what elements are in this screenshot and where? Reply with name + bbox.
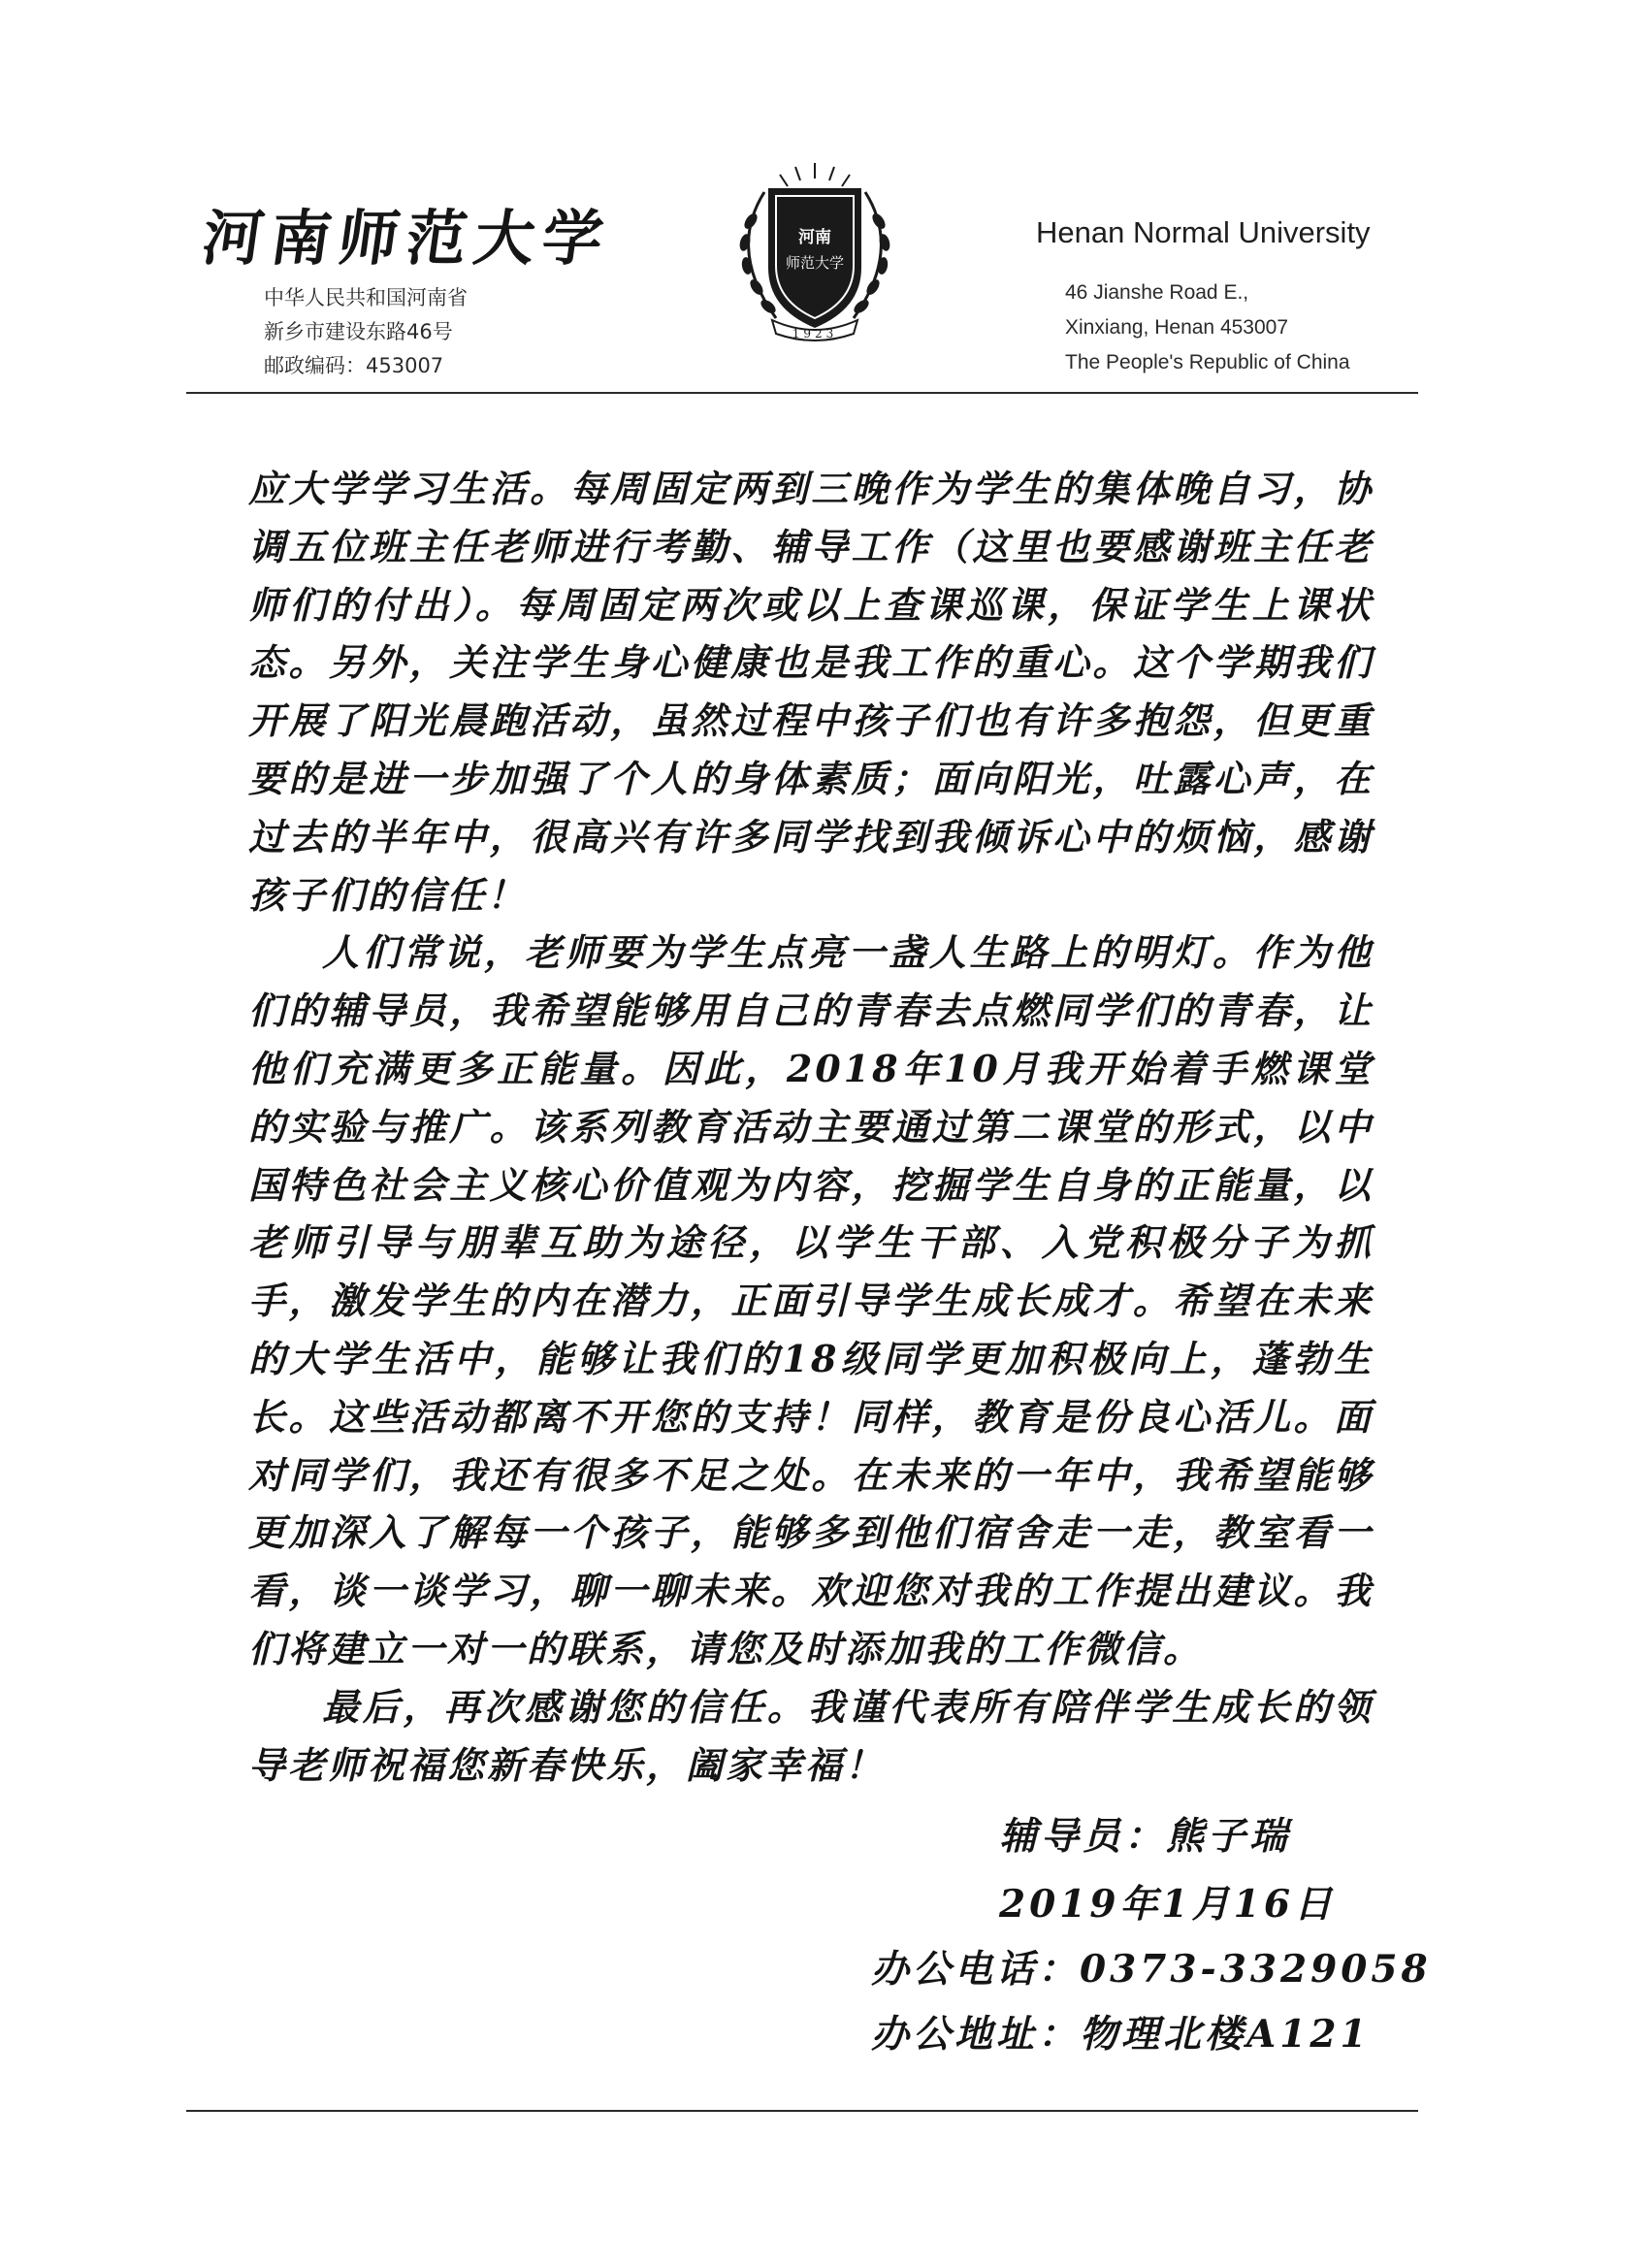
footer-divider (186, 2110, 1418, 2112)
university-name-cn: 河南师范大学 (198, 203, 616, 274)
body-paragraph: 应大学学习生活。每周固定两到三晚作为学生的集体晚自习，协调五位班主任老师进行考勤、辅导工作（这里也要感谢班主任老师们的付出）。每周固定两次或以上查课巡课，保证学生上课状态。另外，关注学生身心健康也是我工作的重心。这个学期我们开展了阳光晨跑活动，虽然过程中孩子们也有许多抱怨，但更重要的是进一步加强了个人的身体素质；面向阳光，吐露心声，在过去的半年中，很高兴有许多同学找到我倾诉心中的烦恼，感谢孩子们的信任！ (248, 467, 1374, 917)
address-cn-line: 邮政编码：453007 (264, 354, 444, 377)
body-paragraph: 人们常说，老师要为学生点亮一盏人生路上的明灯。作为他们的辅导员，我希望能够用自己的青春去点燃同学们的青春，让他们充满更多正能量。因此，2018年10月我开始着手燃课堂的实验与推广。该系列教育活动主要通过第二课堂的形式，以中国特色社会主义核心价值观为内容，挖掘学生自身的正能量，以老师引导与朋辈互助为途径，以学生干部、入党积极分子为抓手，激发学生的内在潜力，正面引导学生成长成才。希望在未来的大学生活中，能够让我们的18级同学更加积极向上，蓬勃生长。这些活动都离不开您的支持！同样，教育是份良心活儿。面对同学们，我还有很多不足之处。在未来的一年中，我希望能够更加深入了解每一个孩子，能够多到他们宿舍走一走，教室看一看，谈一谈学习，聊一聊未来。欢迎您对我的工作提出建议。我们将建立一对一的联系，请您及时添加我的工作微信。 (248, 930, 1374, 1670)
seal-text-bottom: 师范大学 (785, 254, 845, 272)
signature-office-address: 办公地址：物理北楼A121 (871, 2012, 1371, 2057)
address-en (1065, 275, 1350, 380)
address-en-line: Xinxiang, Henan 453007 (1065, 316, 1289, 339)
signature-counselor: 辅导员：熊子瑞 (999, 1814, 1292, 1859)
university-seal-icon (708, 153, 922, 347)
letter-body (248, 460, 1374, 1794)
address-en-line: The People's Republic of China (1065, 351, 1350, 373)
body-paragraph: 最后，再次感谢您的信任。我谨代表所有陪伴学生成长的领导老师祝福您新春快乐，阖家幸福！ (248, 1684, 1374, 1787)
signature-office-phone: 办公电话：0373-3329058 (871, 1947, 1432, 1992)
address-cn-line: 新乡市建设东路46号 (264, 320, 453, 343)
university-name-en: Henan Normal University (1036, 215, 1371, 249)
header-divider (186, 392, 1418, 394)
address-cn-line: 中华人民共和国河南省 (264, 286, 468, 309)
address-en-line: 46 Jianshe Road E., (1065, 281, 1249, 304)
address-cn (264, 281, 468, 383)
seal-text-top: 河南 (798, 228, 831, 247)
signature-date: 2019年1月16日 (999, 1882, 1336, 1927)
seal-year: 1923 (792, 327, 838, 340)
